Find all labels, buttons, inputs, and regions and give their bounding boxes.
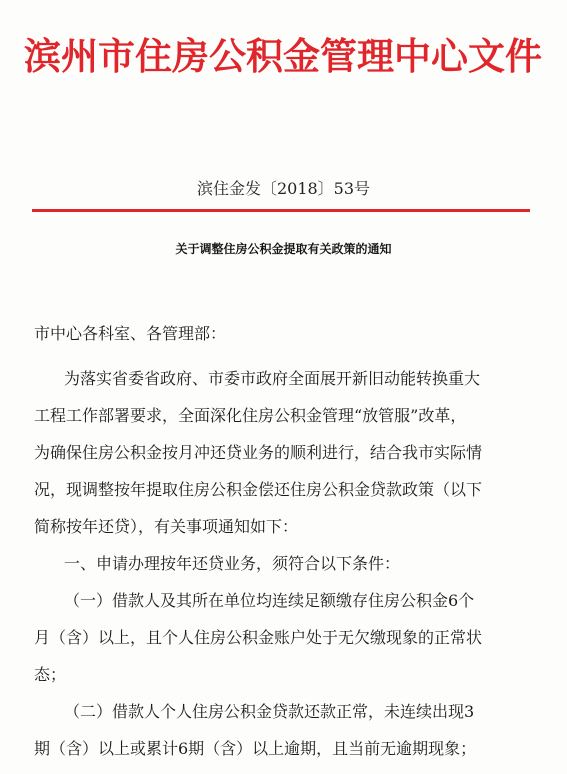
body-line: 为落实省委省政府、市委市政府全面展开新旧动能转换重大 xyxy=(64,369,481,388)
body-line: 为确保住房公积金按月冲还贷业务的顺利进行，结合我市实际情 xyxy=(34,443,483,462)
body-line: 况，现调整按年提取住房公积金偿还住房公积金贷款政策（以下 xyxy=(34,480,483,499)
clause-line: 期（含）以上或累计6期（含）以上逾期，且当前无逾期现象； xyxy=(34,739,477,758)
notice-title: 关于调整住房公积金提取有关政策的通知 xyxy=(175,242,392,256)
section-heading: 一、申请办理按年还贷业务，须符合以下条件： xyxy=(64,554,401,573)
clause-line: 态； xyxy=(34,665,67,684)
clause-line: 月（含）以上，且个人住房公积金账户处于无欠缴现象的正常状 xyxy=(34,628,483,647)
masthead-title: 滨州市住房公积金管理中心文件 xyxy=(24,34,542,78)
body-line: 工程工作部署要求，全面深化住房公积金管理“放管服”改革， xyxy=(34,406,467,425)
clause-line: （一）借款人及其所在单位均连续足额缴存住房公积金6个 xyxy=(64,591,475,610)
addressee: 市中心各科室、各管理部： xyxy=(34,324,227,343)
red-divider-line xyxy=(32,209,530,212)
body-line: 简称按年还贷），有关事项通知如下： xyxy=(34,517,299,536)
clause-line: （二）借款人个人住房公积金贷款还款正常，未连续出现3 xyxy=(64,702,475,721)
document-number: 滨住金发〔2018〕53号 xyxy=(196,179,371,198)
